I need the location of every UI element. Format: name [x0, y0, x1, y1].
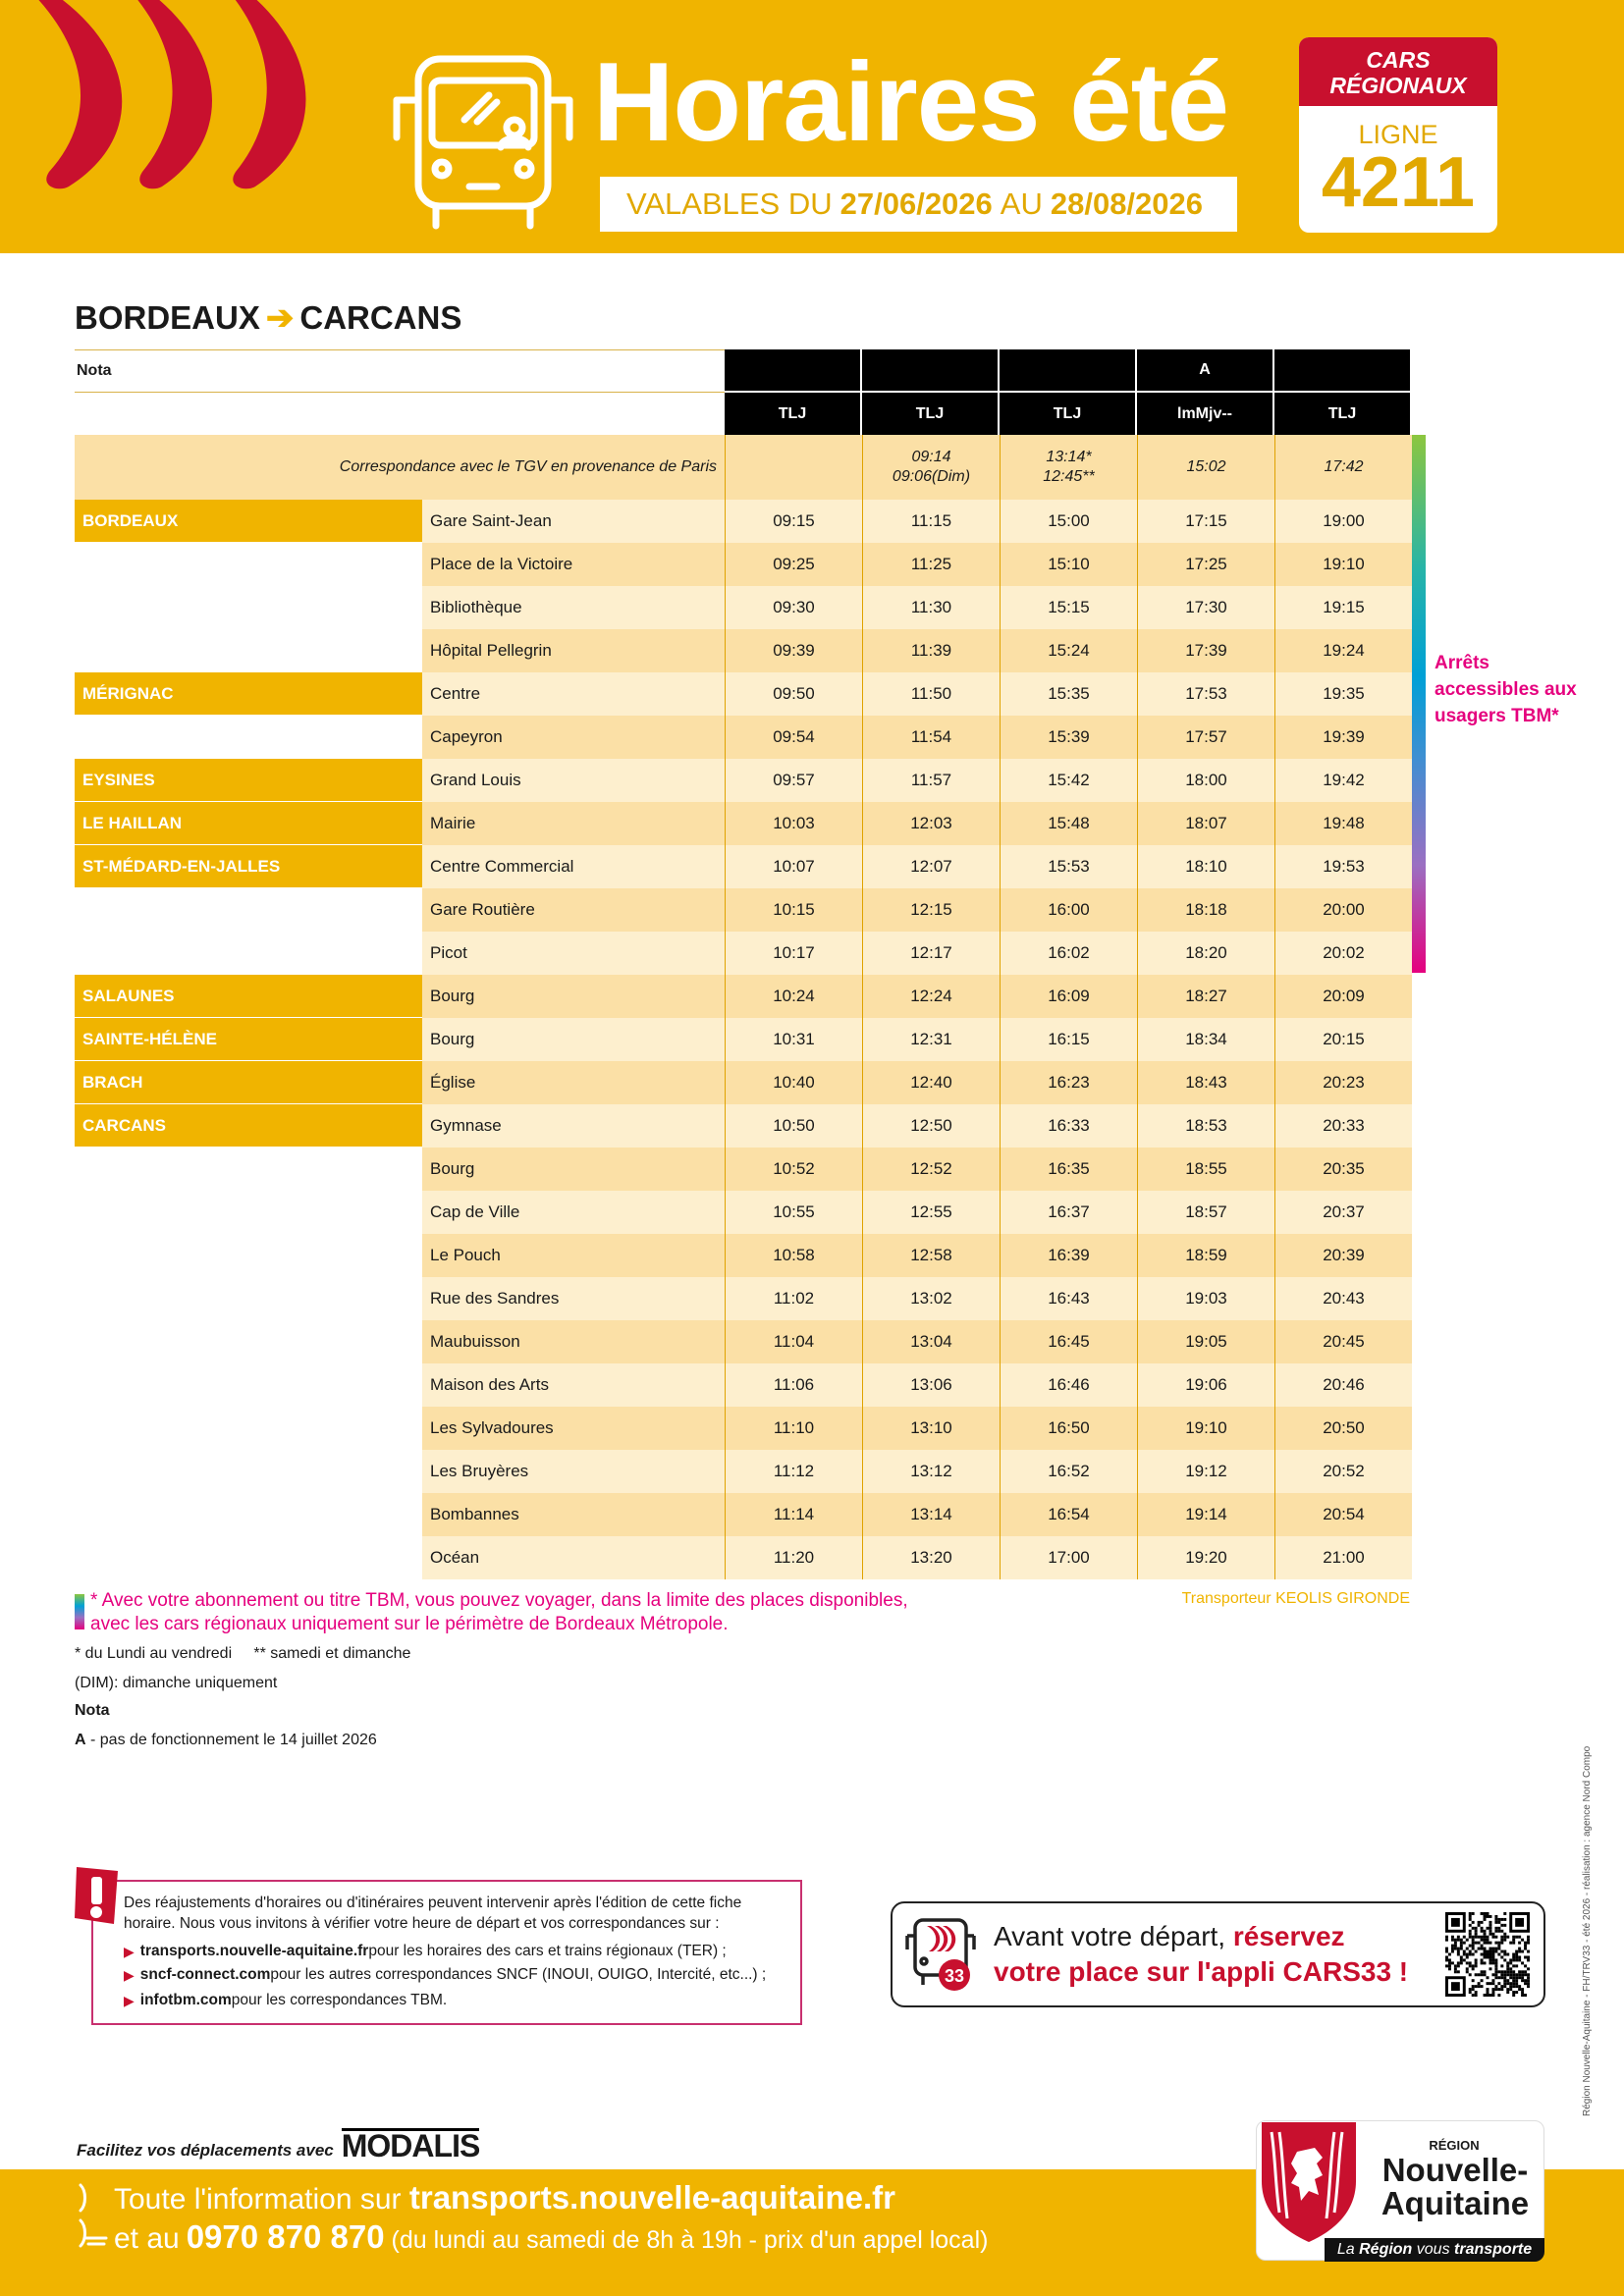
stop-name: Gare Saint-Jean — [422, 500, 725, 543]
departure-time: 11:30 — [862, 586, 1000, 629]
link-tbm[interactable]: infotbm.com — [139, 1992, 232, 2008]
departure-time: 11:04 — [725, 1320, 862, 1363]
stop-name: Grand Louis — [422, 759, 725, 802]
city-label: MÉRIGNAC — [75, 672, 422, 715]
swirl-decoration-icon — [77, 2181, 112, 2252]
stop-name: Bibliothèque — [422, 586, 725, 629]
departure-time: 20:43 — [1274, 1277, 1412, 1320]
departure-time: 11:06 — [725, 1363, 862, 1407]
transporteur-label: Transporteur KEOLIS GIRONDE — [1181, 1590, 1410, 1607]
departure-time: 09:50 — [725, 672, 862, 716]
departure-time: 12:17 — [862, 932, 1000, 975]
departure-time: 20:09 — [1274, 975, 1412, 1018]
departure-time: 10:24 — [725, 975, 862, 1018]
departure-time: 15:53 — [1000, 845, 1137, 888]
nota-header-label: Nota — [75, 349, 725, 393]
departure-time: 10:15 — [725, 888, 862, 932]
stop-name: Les Bruyères — [422, 1450, 725, 1493]
city-label: ST-MÉDARD-EN-JALLES — [75, 845, 422, 887]
departure-time: 16:37 — [1000, 1191, 1137, 1234]
departure-time: 16:15 — [1000, 1018, 1137, 1061]
footnote-weekdays: * du Lundi au vendredi ** samedi et dimanche — [75, 1645, 411, 1662]
departure-time: 20:15 — [1274, 1018, 1412, 1061]
departure-time: 11:57 — [862, 759, 1000, 802]
validity-dates: VALABLES DU 27/06/2026 AU 28/08/2026 — [600, 177, 1237, 232]
departure-time: 21:00 — [1274, 1536, 1412, 1579]
departure-time: 17:30 — [1137, 586, 1274, 629]
departure-time: 16:50 — [1000, 1407, 1137, 1450]
departure-time: 13:04 — [862, 1320, 1000, 1363]
departure-time: 11:20 — [725, 1536, 862, 1579]
departure-time: 17:39 — [1137, 629, 1274, 672]
departure-time: 20:52 — [1274, 1450, 1412, 1493]
app-promo-text: Avant votre départ, réservez votre place sur l'appli CARS33 ! — [994, 1921, 1409, 1987]
departure-time: 10:03 — [725, 802, 862, 845]
departure-time: 17:15 — [1137, 500, 1274, 543]
route-title: BORDEAUX ➔ CARCANS — [75, 299, 462, 337]
departure-time: 18:07 — [1137, 802, 1274, 845]
departure-time: 18:00 — [1137, 759, 1274, 802]
stop-name: Cap de Ville — [422, 1191, 725, 1234]
region-label: RÉGION — [1429, 2138, 1480, 2153]
stop-name: Bombannes — [422, 1493, 725, 1536]
departure-time: 11:14 — [725, 1493, 862, 1536]
city-label: EYSINES — [75, 759, 422, 801]
city-label: SAINTE-HÉLÈNE — [75, 1018, 422, 1060]
correspondance-time: 09:14 — [911, 449, 951, 465]
departure-time: 11:12 — [725, 1450, 862, 1493]
departure-time: 20:23 — [1274, 1061, 1412, 1104]
departure-time: 19:00 — [1274, 500, 1412, 543]
departure-time: 11:25 — [862, 543, 1000, 586]
days-cell: lmMjv-- — [1137, 393, 1272, 435]
stop-name: Océan — [422, 1536, 725, 1579]
departure-time: 13:12 — [862, 1450, 1000, 1493]
departure-time: 17:57 — [1137, 716, 1274, 759]
nota-cell — [1000, 349, 1135, 391]
departure-time: 18:18 — [1137, 888, 1274, 932]
departure-time: 15:24 — [1000, 629, 1137, 672]
departure-time: 20:37 — [1274, 1191, 1412, 1234]
days-cell: TLJ — [1274, 393, 1410, 435]
departure-time: 09:39 — [725, 629, 862, 672]
stop-name: Maison des Arts — [422, 1363, 725, 1407]
correspondance-cell — [1274, 435, 1412, 500]
modalis-promo: Facilitez vos déplacements avec MODALIS — [77, 2128, 480, 2163]
stop-name: Centre Commercial — [422, 845, 725, 888]
departure-time: 16:02 — [1000, 932, 1137, 975]
departure-time: 18:59 — [1137, 1234, 1274, 1277]
tbm-color-marker — [75, 1594, 84, 1629]
departure-time: 15:42 — [1000, 759, 1137, 802]
departure-time: 19:05 — [1137, 1320, 1274, 1363]
warning-exclamation-icon — [73, 1865, 122, 1926]
departure-time: 12:15 — [862, 888, 1000, 932]
red-swoosh-logo — [20, 0, 344, 206]
nota-cell: A — [1137, 349, 1272, 391]
ligne-number: 4211 — [1321, 143, 1476, 222]
departure-time: 16:33 — [1000, 1104, 1137, 1148]
departure-time: 13:20 — [862, 1536, 1000, 1579]
departure-time: 19:42 — [1274, 759, 1412, 802]
nota-cell — [862, 349, 998, 391]
triangle-bullet-icon: ▶ — [124, 1943, 135, 1959]
nota-cell — [1274, 349, 1410, 391]
departure-time: 10:50 — [725, 1104, 862, 1148]
info-website-line: Toute l'information sur transports.nouvelle-aquitaine.fr — [114, 2179, 895, 2216]
departure-time: 10:07 — [725, 845, 862, 888]
departure-time: 19:48 — [1274, 802, 1412, 845]
departure-time: 12:55 — [862, 1191, 1000, 1234]
departure-time: 19:12 — [1137, 1450, 1274, 1493]
departure-time: 20:39 — [1274, 1234, 1412, 1277]
correspondance-cell — [1137, 435, 1274, 500]
departure-time: 17:53 — [1137, 672, 1274, 716]
departure-time: 09:25 — [725, 543, 862, 586]
city-label: SALAUNES — [75, 975, 422, 1017]
qr-code-icon[interactable] — [1445, 1912, 1530, 1997]
city-label: CARCANS — [75, 1104, 422, 1147]
departure-time: 18:57 — [1137, 1191, 1274, 1234]
departure-time: 16:09 — [1000, 975, 1137, 1018]
link-transports[interactable]: transports.nouvelle-aquitaine.fr — [139, 1943, 369, 1959]
correspondance-time: 17:42 — [1324, 458, 1364, 475]
correspondance-cell — [725, 435, 862, 500]
stop-name: Bourg — [422, 975, 725, 1018]
departure-time: 19:24 — [1274, 629, 1412, 672]
departure-time: 10:40 — [725, 1061, 862, 1104]
departure-time: 19:14 — [1137, 1493, 1274, 1536]
departure-time: 20:45 — [1274, 1320, 1412, 1363]
departure-time: 17:00 — [1000, 1536, 1137, 1579]
stop-name: Centre — [422, 672, 725, 716]
departure-time: 11:39 — [862, 629, 1000, 672]
city-label: BORDEAUX — [75, 500, 422, 542]
departure-time: 12:24 — [862, 975, 1000, 1018]
triangle-bullet-icon: ▶ — [124, 1966, 135, 1983]
departure-time: 11:54 — [862, 716, 1000, 759]
departure-time: 20:54 — [1274, 1493, 1412, 1536]
departure-time: 09:57 — [725, 759, 862, 802]
ligne-label: LIGNE — [1358, 120, 1438, 149]
departure-time: 18:34 — [1137, 1018, 1274, 1061]
departure-time: 13:14 — [862, 1493, 1000, 1536]
cars33-app-icon — [905, 1914, 976, 1993]
nota-title: Nota — [75, 1702, 110, 1719]
departure-time: 13:02 — [862, 1277, 1000, 1320]
departure-time: 13:10 — [862, 1407, 1000, 1450]
footnote-dim: (DIM): dimanche uniquement — [75, 1675, 278, 1691]
stop-name: Place de la Victoire — [422, 543, 725, 586]
region-name: Nouvelle- Aquitaine — [1380, 2152, 1530, 2221]
departure-time: 11:02 — [725, 1277, 862, 1320]
stop-name: Gymnase — [422, 1104, 725, 1148]
departure-time: 12:50 — [862, 1104, 1000, 1148]
departure-time: 18:55 — [1137, 1148, 1274, 1191]
days-cell: TLJ — [862, 393, 998, 435]
departure-time: 10:17 — [725, 932, 862, 975]
departure-time: 16:45 — [1000, 1320, 1137, 1363]
days-header-spacer — [75, 393, 725, 436]
arrow-right-icon: ➔ — [265, 299, 295, 337]
correspondance-time: 15:02 — [1186, 458, 1226, 475]
correspondance-time: 09:06(Dim) — [892, 468, 971, 485]
departure-time: 19:10 — [1137, 1407, 1274, 1450]
departure-time: 16:46 — [1000, 1363, 1137, 1407]
departure-time: 15:15 — [1000, 586, 1137, 629]
departure-time: 19:15 — [1274, 586, 1412, 629]
departure-time: 11:50 — [862, 672, 1000, 716]
departure-time: 15:35 — [1000, 672, 1137, 716]
stop-name: Bourg — [422, 1018, 725, 1061]
departure-time: 17:25 — [1137, 543, 1274, 586]
departure-time: 20:00 — [1274, 888, 1412, 932]
departure-time: 20:33 — [1274, 1104, 1412, 1148]
header-banner — [0, 0, 1624, 253]
departure-time: 13:06 — [862, 1363, 1000, 1407]
stop-name: Maubuisson — [422, 1320, 725, 1363]
city-label: BRACH — [75, 1061, 422, 1103]
warning-text: Des réajustements d'horaires ou d'itinéraires peuvent intervenir après l'édition de cette fiche horaire. Nous vous invitons à vérifier votre heure de départ et vos correspondances sur : — [124, 1895, 742, 1932]
departure-time: 12:07 — [862, 845, 1000, 888]
stop-name: Hôpital Pellegrin — [422, 629, 725, 672]
stop-name: Mairie — [422, 802, 725, 845]
stop-name: Gare Routière — [422, 888, 725, 932]
departure-time: 11:10 — [725, 1407, 862, 1450]
info-website-link[interactable]: transports.nouvelle-aquitaine.fr — [408, 2179, 895, 2216]
departure-time: 18:43 — [1137, 1061, 1274, 1104]
departure-time: 16:39 — [1000, 1234, 1137, 1277]
departure-time: 12:52 — [862, 1148, 1000, 1191]
departure-time: 16:52 — [1000, 1450, 1137, 1493]
departure-time: 11:15 — [862, 500, 1000, 543]
departure-time: 15:00 — [1000, 500, 1137, 543]
departure-time: 19:10 — [1274, 543, 1412, 586]
departure-time: 15:10 — [1000, 543, 1137, 586]
departure-time: 15:48 — [1000, 802, 1137, 845]
warning-item-tbm: ▶ infotbm.com pour les correspondances TBM. — [124, 1992, 448, 2008]
ligne-card — [1299, 37, 1497, 233]
days-cell: TLJ — [725, 393, 860, 435]
correspondance-cell — [1000, 435, 1137, 500]
departure-time: 18:53 — [1137, 1104, 1274, 1148]
warning-item-transports: ▶ transports.nouvelle-aquitaine.fr pour les horaires des cars et trains régionaux (TER) ; — [124, 1943, 727, 1959]
departure-time: 20:02 — [1274, 932, 1412, 975]
departure-time: 19:35 — [1274, 672, 1412, 716]
page-title: Horaires été — [593, 40, 1229, 165]
correspondance-time: 12:45** — [1043, 468, 1095, 485]
departure-time: 19:06 — [1137, 1363, 1274, 1407]
departure-time: 16:35 — [1000, 1148, 1137, 1191]
stop-name: Capeyron — [422, 716, 725, 759]
bus-icon — [391, 51, 575, 236]
departure-time: 10:52 — [725, 1148, 862, 1191]
departure-time: 19:53 — [1274, 845, 1412, 888]
city-label: LE HAILLAN — [75, 802, 422, 844]
tbm-footnote: * Avec votre abonnement ou titre TBM, vous pouvez voyager, dans la limite des places disponibles, avec les cars régionaux uniquement sur le périmètre de Bordeaux Métropole. — [90, 1590, 908, 1634]
departure-time: 20:46 — [1274, 1363, 1412, 1407]
departure-time: 16:23 — [1000, 1061, 1137, 1104]
info-phone-line: et au 0970 870 870 (du lundi au samedi de 8h à 19h - prix d'un appel local) — [114, 2218, 989, 2255]
triangle-bullet-icon: ▶ — [124, 1992, 135, 2008]
departure-time: 18:20 — [1137, 932, 1274, 975]
departure-time: 12:31 — [862, 1018, 1000, 1061]
departure-time: 12:58 — [862, 1234, 1000, 1277]
stop-name: Les Sylvadoures — [422, 1407, 725, 1450]
region-slogan: La Région vous transporte — [1325, 2238, 1544, 2262]
departure-time: 12:40 — [862, 1061, 1000, 1104]
stop-name: Église — [422, 1061, 725, 1104]
tbm-accessible-note: Arrêts accessibles aux usagers TBM* — [1435, 653, 1577, 726]
departure-time: 10:55 — [725, 1191, 862, 1234]
departure-time: 12:03 — [862, 802, 1000, 845]
departure-time: 09:54 — [725, 716, 862, 759]
stop-name: Bourg — [422, 1148, 725, 1191]
departure-time: 09:15 — [725, 500, 862, 543]
nota-a: A - pas de fonctionnement le 14 juillet 2026 — [75, 1732, 377, 1748]
departure-time: 19:03 — [1137, 1277, 1274, 1320]
departure-time: 16:00 — [1000, 888, 1137, 932]
departure-time: 19:39 — [1274, 716, 1412, 759]
days-cell: TLJ — [1000, 393, 1135, 435]
correspondance-time: 13:14* — [1046, 449, 1092, 465]
departure-time: 18:27 — [1137, 975, 1274, 1018]
region-shield-lion-icon — [1258, 2118, 1360, 2244]
departure-time: 20:35 — [1274, 1148, 1412, 1191]
modalis-logo: MODALIS — [341, 2128, 480, 2163]
departure-time: 16:43 — [1000, 1277, 1137, 1320]
stop-name: Le Pouch — [422, 1234, 725, 1277]
stop-name: Rue des Sandres — [422, 1277, 725, 1320]
app-icon-number: 33 — [944, 1966, 965, 1986]
nota-cell — [725, 349, 860, 391]
correspondance-cell — [862, 435, 1000, 500]
departure-time: 20:50 — [1274, 1407, 1412, 1450]
departure-time: 10:58 — [725, 1234, 862, 1277]
tbm-accessible-bar — [1412, 435, 1426, 973]
stop-name: Picot — [422, 932, 725, 975]
departure-time: 15:39 — [1000, 716, 1137, 759]
departure-time: 10:31 — [725, 1018, 862, 1061]
departure-time: 18:10 — [1137, 845, 1274, 888]
departure-time: 16:54 — [1000, 1493, 1137, 1536]
cars-regionaux-label: CARS RÉGIONAUX — [1299, 37, 1497, 106]
correspondance-label: Correspondance avec le TGV en provenance de Paris — [75, 435, 725, 500]
warning-item-sncf: ▶ sncf-connect.com pour les autres correspondances SNCF (INOUI, OUIGO, Intercité, etc...) ; — [124, 1966, 767, 1983]
info-phone-number[interactable]: 0970 870 870 — [186, 2218, 385, 2255]
departure-time: 09:30 — [725, 586, 862, 629]
credit-vertical: Région Nouvelle-Aquitaine - FH/TRV33 - été 2026 - réalisation : agence Nord Compo — [1582, 1745, 1593, 2116]
departure-time: 19:20 — [1137, 1536, 1274, 1579]
link-sncf[interactable]: sncf-connect.com — [139, 1966, 271, 1983]
